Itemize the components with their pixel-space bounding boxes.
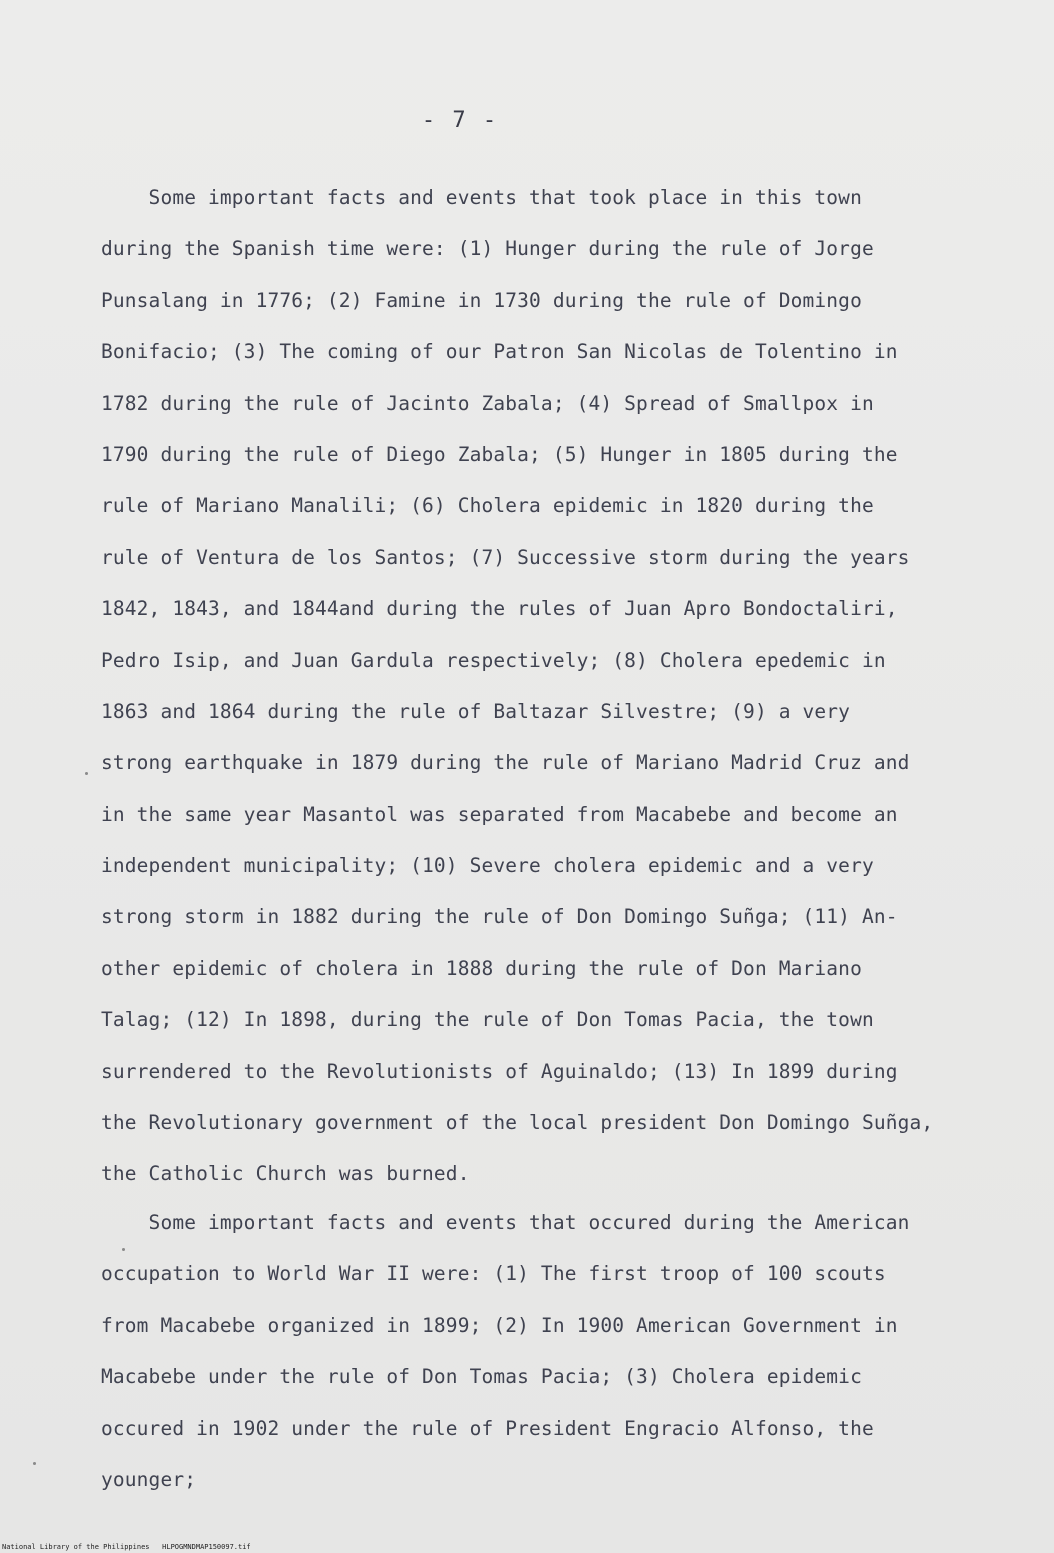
paper-speck: [85, 772, 88, 775]
text-line: 1782 during the rule of Jacinto Zabala; (4) Spread of Smallpox in: [101, 391, 874, 415]
text-line: rule of Ventura de los Santos; (7) Successive storm during the years: [101, 545, 910, 569]
text-line: during the Spanish time were: (1) Hunger during the rule of Jorge: [101, 237, 874, 261]
page-number: - 7 -: [421, 108, 499, 133]
text-line: 1863 and 1864 during the rule of Baltazar Silvestre; (9) a very: [101, 699, 851, 723]
text-line: Pedro Isip, and Juan Gardula respectively; (8) Cholera epedemic in: [101, 648, 886, 672]
text-line: Talag; (12) In 1898, during the rule of Don Tomas Pacia, the town: [101, 1008, 874, 1032]
text-line: Macabebe under the rule of Don Tomas Pacia; (3) Cholera epidemic: [101, 1365, 862, 1389]
text-line: Some important facts and events that occured during the American: [101, 1211, 910, 1234]
paper-speck: [33, 1462, 36, 1465]
text-line: 1842, 1843, and 1844and during the rules of Juan Apro Bondoctaliri,: [101, 597, 898, 621]
text-line: the Revolutionary government of the local president Don Domingo Suñga,: [101, 1111, 934, 1135]
text-line: rule of Mariano Manalili; (6) Cholera epidemic in 1820 during the: [101, 494, 874, 518]
text-line: the Catholic Church was burned.: [101, 1162, 470, 1186]
text-line: Punsalang in 1776; (2) Famine in 1730 during the rule of Domingo: [101, 288, 862, 312]
text-line: Some important facts and events that took place in this town: [101, 186, 862, 209]
paper-speck: [122, 1248, 125, 1251]
text-line: strong storm in 1882 during the rule of Don Domingo Suñga; (11) An-: [101, 905, 898, 929]
paragraph-spanish-time: [101, 172, 981, 1200]
text-line: surrendered to the Revolutionists of Aguinaldo; (13) In 1899 during: [101, 1059, 898, 1083]
text-line: strong earthquake in 1879 during the rule of Mariano Madrid Cruz and: [101, 751, 910, 775]
paragraph-american-occupation: [101, 1197, 981, 1505]
text-line: from Macabebe organized in 1899; (2) In 1900 American Government in: [101, 1313, 898, 1337]
scan-footer: National Library of the Philippines HLPOGMNDMAP150097.tif: [2, 1543, 251, 1551]
text-line: Bonifacio; (3) The coming of our Patron San Nicolas de Tolentino in: [101, 340, 898, 364]
text-line: other epidemic of cholera in 1888 during the rule of Don Mariano: [101, 956, 862, 980]
text-line: independent municipality; (10) Severe cholera epidemic and a very: [101, 854, 874, 878]
text-line: younger;: [101, 1467, 197, 1491]
text-line: occupation to World War II were: (1) The first troop of 100 scouts: [101, 1262, 886, 1286]
text-line: occured in 1902 under the rule of President Engracio Alfonso, the: [101, 1416, 874, 1440]
text-line: in the same year Masantol was separated from Macabebe and become an: [101, 802, 898, 826]
text-line: 1790 during the rule of Diego Zabala; (5) Hunger in 1805 during the: [101, 442, 898, 466]
